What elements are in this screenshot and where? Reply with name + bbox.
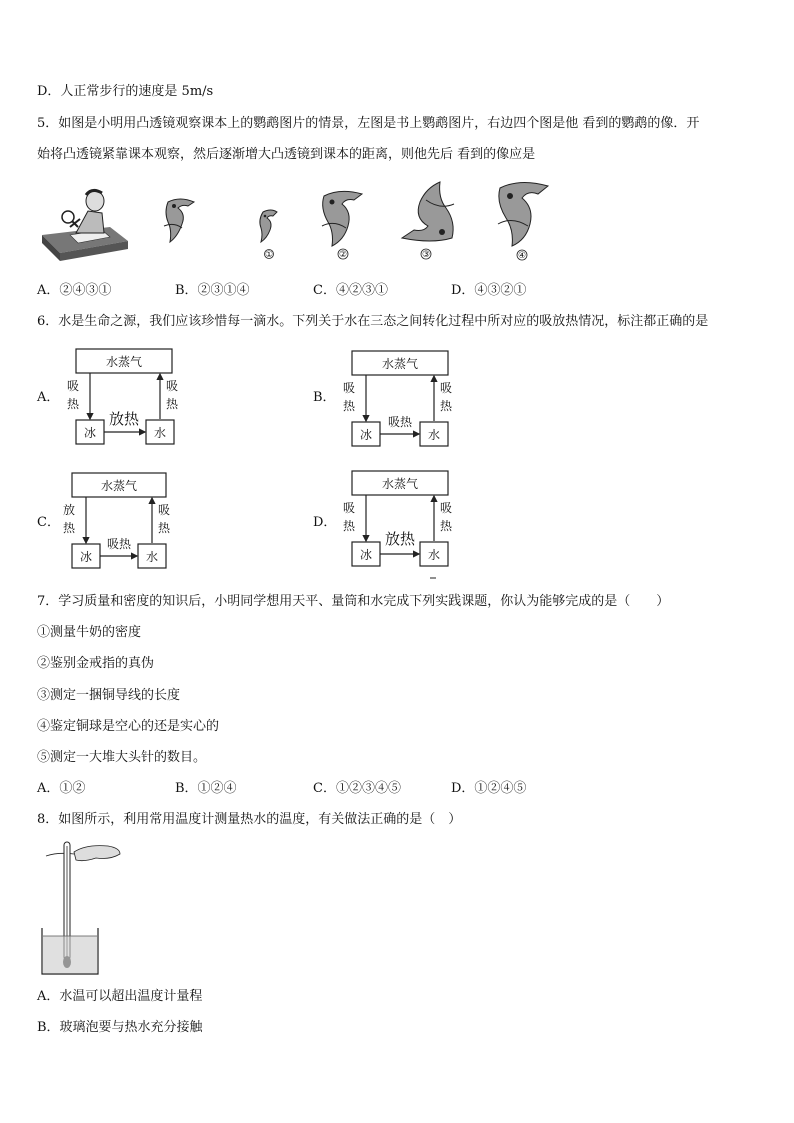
q7-option-a[interactable]: A．①② xyxy=(37,781,86,796)
q6-option-a-letter[interactable]: A． xyxy=(37,390,60,405)
parrot-label-2: ② xyxy=(338,250,348,260)
q6-b-up-2: 热 xyxy=(440,399,453,413)
parrot-image-3 xyxy=(396,180,460,262)
q7-stem: 7．学习质量和密度的知识后，小明同学想用天平、量筒和水完成下列实践课题，你认为能够完成的是（ ） xyxy=(37,594,670,609)
parrot-label-3: ③ xyxy=(421,250,431,260)
q5-stem-line1: 5．如图是小明用凸透镜观察课本上的鹦鹉图片的情景，左图是书上鹦鹉图片，右边四个图是他 看到的鹦鹉的像．开 xyxy=(37,116,700,131)
q6-diagram-a xyxy=(62,348,182,448)
q6-option-c-letter[interactable]: C． xyxy=(37,515,60,530)
q6-diagram-c xyxy=(58,472,178,572)
q6-c-vapor-label: 水蒸气 xyxy=(100,479,138,493)
q6-d-up-2: 热 xyxy=(440,519,453,533)
q6-d-water-label: 水 xyxy=(427,548,441,562)
q6-diagram-b xyxy=(338,350,458,450)
q5-option-a[interactable]: A．②④③① xyxy=(37,283,112,298)
q6-b-up-1: 吸 xyxy=(440,381,453,395)
parrot-image-4 xyxy=(494,178,554,262)
q6-b-ice-label: 冰 xyxy=(359,428,373,442)
q6-c-up-1: 吸 xyxy=(158,503,171,517)
q6-d-up-1: 吸 xyxy=(440,501,453,515)
q5-option-c[interactable]: C．④②③① xyxy=(313,283,388,298)
q6-a-mid: 放热 xyxy=(108,410,140,428)
q6-diagram-d xyxy=(338,470,458,570)
q6-b-down-2: 热 xyxy=(343,399,356,413)
thermometer-beaker-illustration xyxy=(38,838,128,978)
q5-option-d[interactable]: D．④③②① xyxy=(451,283,527,298)
q6-stem: 6．水是生命之源，我们应该珍惜每一滴水。下列关于水在三态之间转化过程中所对应的吸放热情况，标注都正确的是 xyxy=(37,314,709,329)
q6-a-up-2: 热 xyxy=(166,397,179,411)
q6-d-down-1: 吸 xyxy=(343,501,356,515)
q7-option-c[interactable]: C．①②③④⑤ xyxy=(313,781,401,796)
q7-option-b[interactable]: B．①②④ xyxy=(175,781,237,796)
q6-c-down-1: 放 xyxy=(63,503,76,517)
q8-stem: 8．如图所示，利用常用温度计测量热水的温度，有关做法正确的是（ ） xyxy=(37,812,462,827)
q7-item-1: ①测量牛奶的密度 xyxy=(37,625,142,640)
parrot-label-4: ④ xyxy=(517,251,527,261)
q7-item-5: ⑤测定一大堆大头针的数目。 xyxy=(37,750,207,765)
q8-option-b[interactable]: B．玻璃泡要与热水充分接触 xyxy=(37,1020,203,1035)
q6-a-down-1: 吸 xyxy=(67,379,80,393)
q6-c-mid: 吸热 xyxy=(106,537,132,551)
q7-item-4: ④鉴定铜球是空心的还是实心的 xyxy=(37,719,220,734)
q6-option-d-letter[interactable]: D． xyxy=(313,515,337,530)
q6-a-water-label: 水 xyxy=(153,426,167,440)
q7-option-d[interactable]: D．①②④⑤ xyxy=(451,781,527,796)
q4-option-d: D．人正常步行的速度是 5m/s xyxy=(37,84,214,99)
q6-option-b-letter[interactable]: B． xyxy=(313,390,336,405)
q6-b-down-1: 吸 xyxy=(343,381,356,395)
q6-a-down-2: 热 xyxy=(67,397,80,411)
q6-b-mid: 吸热 xyxy=(387,415,413,429)
q8-option-a[interactable]: A．水温可以超出温度计量程 xyxy=(37,989,203,1004)
q6-c-water-label: 水 xyxy=(145,550,159,564)
q7-item-3: ③测定一捆铜导线的长度 xyxy=(37,688,181,703)
q7-item-2: ②鉴别金戒指的真伪 xyxy=(37,656,155,671)
parrot-image-2 xyxy=(318,188,368,262)
q6-d-mid: 放热 xyxy=(384,530,416,548)
boy-with-magnifier-illustration xyxy=(40,183,130,263)
q6-d-down-2: 热 xyxy=(343,519,356,533)
q6-d-vapor-label: 水蒸气 xyxy=(381,477,419,491)
parrot-label-1: ① xyxy=(264,250,274,260)
q6-c-up-2: 热 xyxy=(158,521,171,535)
q6-a-up-1: 吸 xyxy=(166,379,179,393)
parrot-original-illustration xyxy=(160,196,200,246)
parrot-image-1 xyxy=(255,208,283,260)
q6-c-ice-label: 冰 xyxy=(79,550,93,564)
q5-stem-line2: 始将凸透镜紧靠课本观察，然后逐渐增大凸透镜到课本的距离，则他先后 看到的像应是 xyxy=(37,147,536,162)
q5-option-b[interactable]: B．②③①④ xyxy=(175,283,250,298)
q6-a-ice-label: 冰 xyxy=(83,426,97,440)
q6-a-vapor-label: 水蒸气 xyxy=(105,355,143,369)
q6-b-vapor-label: 水蒸气 xyxy=(381,357,419,371)
q6-b-water-label: 水 xyxy=(427,428,441,442)
q6-d-ice-label: 冰 xyxy=(359,548,373,562)
q6-c-down-2: 热 xyxy=(63,521,76,535)
